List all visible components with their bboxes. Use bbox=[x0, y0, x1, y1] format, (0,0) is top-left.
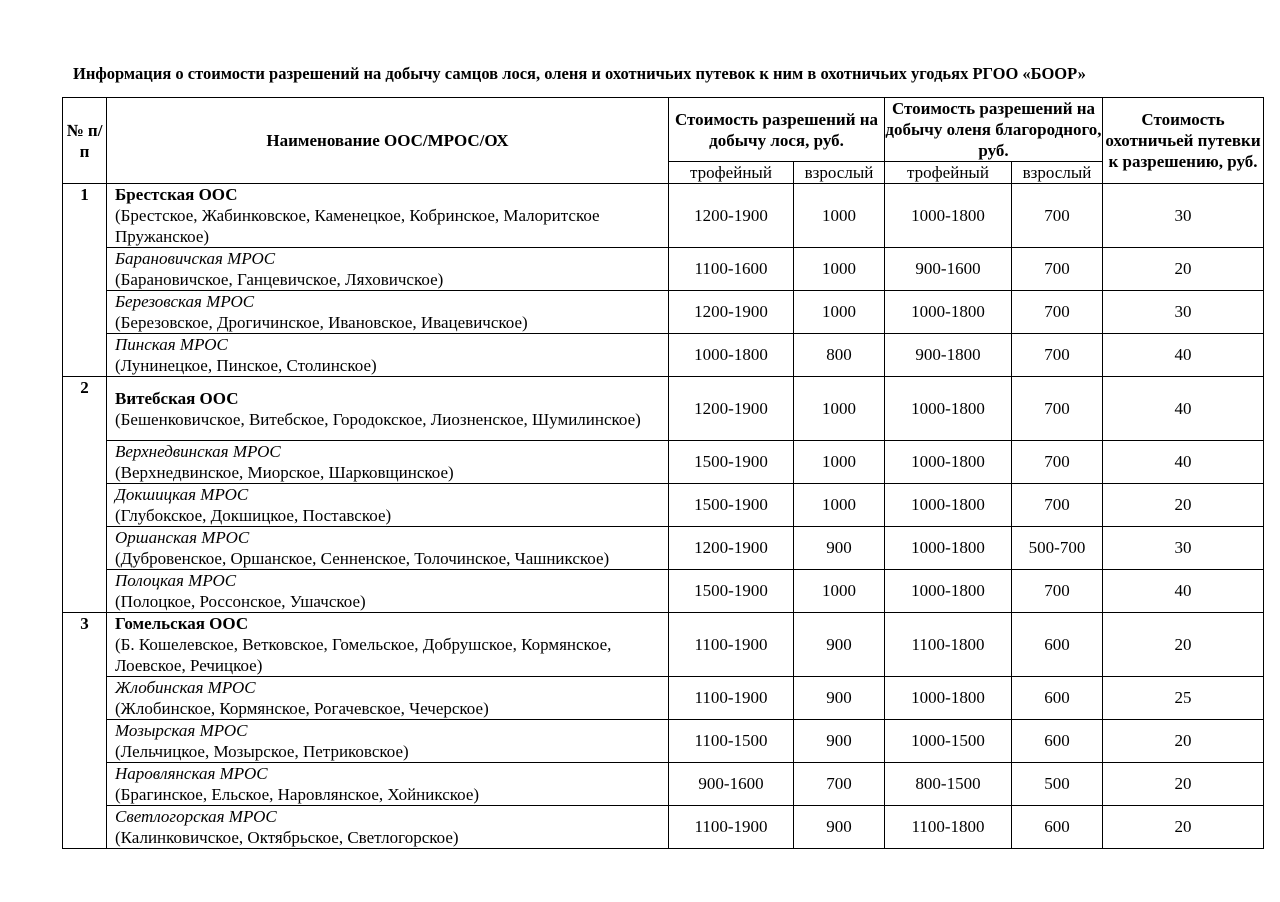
deer-adult-price: 600 bbox=[1012, 613, 1103, 677]
deer-trophy-price: 1000-1800 bbox=[885, 570, 1012, 613]
region-name: Березовская МРОС bbox=[115, 292, 255, 311]
moose-adult-price: 1000 bbox=[794, 184, 885, 248]
deer-trophy-price: 1100-1800 bbox=[885, 613, 1012, 677]
table-row bbox=[63, 613, 1264, 677]
region-name: Мозырская МРОС bbox=[115, 721, 248, 740]
voucher-price: 20 bbox=[1103, 248, 1264, 291]
region-cell bbox=[107, 763, 669, 806]
header-deer-trophy: трофейный bbox=[885, 162, 1012, 184]
row-number: 3 bbox=[63, 613, 107, 849]
region-cell bbox=[107, 484, 669, 527]
region-areas: (Брагинское, Ельское, Наровлянское, Хойникское) bbox=[115, 785, 480, 804]
price-table bbox=[62, 97, 1264, 849]
deer-adult-price: 700 bbox=[1012, 441, 1103, 484]
voucher-price: 20 bbox=[1103, 720, 1264, 763]
table-row bbox=[63, 527, 1264, 570]
row-number: 1 bbox=[63, 184, 107, 377]
region-name: Барановичская МРОС bbox=[115, 249, 276, 268]
header-deer-adult: взрослый bbox=[1012, 162, 1103, 184]
region-areas: (Жлобинское, Кормянское, Рогачевское, Чечерское) bbox=[115, 699, 489, 718]
moose-adult-price: 900 bbox=[794, 677, 885, 720]
region-areas: (Глубокское, Докшицкое, Поставское) bbox=[115, 506, 392, 525]
region-cell bbox=[107, 441, 669, 484]
moose-trophy-price: 1200-1900 bbox=[669, 527, 794, 570]
moose-adult-price: 1000 bbox=[794, 248, 885, 291]
deer-trophy-price: 900-1600 bbox=[885, 248, 1012, 291]
deer-trophy-price: 1000-1800 bbox=[885, 184, 1012, 248]
region-cell bbox=[107, 334, 669, 377]
table-row bbox=[63, 677, 1264, 720]
moose-trophy-price: 1000-1800 bbox=[669, 334, 794, 377]
region-cell bbox=[107, 613, 669, 677]
region-cell bbox=[107, 677, 669, 720]
table-row bbox=[63, 484, 1264, 527]
region-areas: (Бешенковичское, Витебское, Городокское, Лиозненское, Шумилинское) bbox=[115, 409, 641, 429]
header-num: № п/п bbox=[63, 98, 107, 184]
voucher-price: 40 bbox=[1103, 334, 1264, 377]
voucher-price: 30 bbox=[1103, 291, 1264, 334]
deer-adult-price: 700 bbox=[1012, 377, 1103, 441]
deer-trophy-price: 1000-1800 bbox=[885, 291, 1012, 334]
moose-trophy-price: 1500-1900 bbox=[669, 484, 794, 527]
voucher-price: 20 bbox=[1103, 763, 1264, 806]
region-areas: (Березовское, Дрогичинское, Ивановское, Ивацевичское) bbox=[115, 313, 528, 332]
table-row bbox=[63, 570, 1264, 613]
row-number: 2 bbox=[63, 377, 107, 613]
region-name: Светлогорская МРОС bbox=[115, 807, 277, 826]
deer-trophy-price: 1100-1800 bbox=[885, 806, 1012, 849]
deer-adult-price: 600 bbox=[1012, 720, 1103, 763]
voucher-price: 20 bbox=[1103, 806, 1264, 849]
moose-adult-price: 900 bbox=[794, 806, 885, 849]
moose-trophy-price: 1200-1900 bbox=[669, 291, 794, 334]
region-areas: (Лунинецкое, Пинское, Столинское) bbox=[115, 356, 377, 375]
table-row bbox=[63, 291, 1264, 334]
region-areas: (Полоцкое, Россонское, Ушачское) bbox=[115, 592, 366, 611]
table-row bbox=[63, 763, 1264, 806]
deer-trophy-price: 1000-1800 bbox=[885, 484, 1012, 527]
voucher-price: 20 bbox=[1103, 484, 1264, 527]
voucher-price: 30 bbox=[1103, 184, 1264, 248]
region-areas: (Б. Кошелевское, Ветковское, Гомельское, Добрушское, Кормянское, Лоевское, Речицкое) bbox=[115, 635, 612, 675]
moose-adult-price: 1000 bbox=[794, 377, 885, 441]
header-voucher: Стоимость охотничьей путевки к разрешению, руб. bbox=[1103, 98, 1264, 184]
region-name: Полоцкая МРОС bbox=[115, 571, 237, 590]
moose-adult-price: 900 bbox=[794, 720, 885, 763]
region-areas: (Барановичское, Ганцевичское, Ляховичское) bbox=[115, 270, 444, 289]
region-name: Наровлянская МРОС bbox=[115, 764, 268, 783]
deer-adult-price: 500 bbox=[1012, 763, 1103, 806]
deer-adult-price: 600 bbox=[1012, 806, 1103, 849]
deer-adult-price: 700 bbox=[1012, 334, 1103, 377]
region-cell bbox=[107, 806, 669, 849]
moose-adult-price: 1000 bbox=[794, 291, 885, 334]
deer-adult-price: 500-700 bbox=[1012, 527, 1103, 570]
region-cell bbox=[107, 248, 669, 291]
region-cell bbox=[107, 720, 669, 763]
deer-adult-price: 700 bbox=[1012, 291, 1103, 334]
moose-trophy-price: 1100-1600 bbox=[669, 248, 794, 291]
region-areas: (Лельчицкое, Мозырское, Петриковское) bbox=[115, 742, 409, 761]
moose-trophy-price: 1500-1900 bbox=[669, 570, 794, 613]
moose-adult-price: 1000 bbox=[794, 441, 885, 484]
deer-trophy-price: 1000-1800 bbox=[885, 441, 1012, 484]
moose-adult-price: 900 bbox=[794, 527, 885, 570]
moose-adult-price: 800 bbox=[794, 334, 885, 377]
voucher-price: 40 bbox=[1103, 570, 1264, 613]
region-cell bbox=[107, 377, 669, 441]
moose-adult-price: 700 bbox=[794, 763, 885, 806]
deer-adult-price: 700 bbox=[1012, 248, 1103, 291]
moose-trophy-price: 1200-1900 bbox=[669, 184, 794, 248]
voucher-price: 30 bbox=[1103, 527, 1264, 570]
page-title: Информация о стоимости разрешений на добычу самцов лося, оленя и охотничьих путевок к ним в охотничьих угодьях РГОО «БООР» bbox=[73, 64, 1086, 83]
voucher-price: 25 bbox=[1103, 677, 1264, 720]
header-deer: Стоимость разрешений на добычу оленя благородного, руб. bbox=[885, 99, 1102, 160]
region-areas: (Калинковичское, Октябрьское, Светлогорское) bbox=[115, 828, 459, 847]
region-name: Витебская ООС bbox=[115, 388, 239, 408]
deer-trophy-price: 900-1800 bbox=[885, 334, 1012, 377]
header-moose: Стоимость разрешений на добычу лося, руб. bbox=[669, 98, 885, 162]
region-name: Пинская МРОС bbox=[115, 335, 228, 354]
moose-trophy-price: 1100-1900 bbox=[669, 806, 794, 849]
moose-trophy-price: 1100-1900 bbox=[669, 613, 794, 677]
deer-adult-price: 700 bbox=[1012, 570, 1103, 613]
moose-adult-price: 1000 bbox=[794, 484, 885, 527]
moose-trophy-price: 1100-1900 bbox=[669, 677, 794, 720]
deer-trophy-price: 1000-1800 bbox=[885, 377, 1012, 441]
region-name: Верхнедвинская МРОС bbox=[115, 442, 281, 461]
header-moose-adult: взрослый bbox=[794, 162, 885, 184]
moose-trophy-price: 1200-1900 bbox=[669, 377, 794, 441]
deer-adult-price: 600 bbox=[1012, 677, 1103, 720]
table-row bbox=[63, 248, 1264, 291]
region-name: Оршанская МРОС bbox=[115, 528, 250, 547]
table-row bbox=[63, 334, 1264, 377]
voucher-price: 40 bbox=[1103, 441, 1264, 484]
deer-trophy-price: 1000-1500 bbox=[885, 720, 1012, 763]
region-cell bbox=[107, 184, 669, 248]
deer-adult-price: 700 bbox=[1012, 484, 1103, 527]
header-moose-trophy: трофейный bbox=[669, 162, 794, 184]
table-row bbox=[63, 377, 1264, 441]
deer-adult-price: 700 bbox=[1012, 184, 1103, 248]
header-name: Наименование ООС/МРОС/ОХ bbox=[107, 98, 669, 184]
moose-adult-price: 900 bbox=[794, 613, 885, 677]
deer-trophy-price: 1000-1800 bbox=[885, 527, 1012, 570]
region-cell bbox=[107, 291, 669, 334]
table-row bbox=[63, 441, 1264, 484]
voucher-price: 40 bbox=[1103, 377, 1264, 441]
moose-adult-price: 1000 bbox=[794, 570, 885, 613]
region-name: Гомельская ООС bbox=[115, 614, 249, 633]
region-cell bbox=[107, 527, 669, 570]
region-areas: (Верхнедвинское, Миорское, Шарковщинское) bbox=[115, 463, 454, 482]
voucher-price: 20 bbox=[1103, 613, 1264, 677]
region-name: Жлобинская МРОС bbox=[115, 678, 256, 697]
moose-trophy-price: 1100-1500 bbox=[669, 720, 794, 763]
deer-trophy-price: 800-1500 bbox=[885, 763, 1012, 806]
region-name: Брестская ООС bbox=[115, 185, 238, 204]
region-areas: (Дубровенское, Оршанское, Сенненское, Толочинское, Чашникское) bbox=[115, 549, 610, 568]
moose-trophy-price: 900-1600 bbox=[669, 763, 794, 806]
region-name: Докшицкая МРОС bbox=[115, 485, 249, 504]
deer-trophy-price: 1000-1800 bbox=[885, 677, 1012, 720]
table-row bbox=[63, 806, 1264, 849]
table-row bbox=[63, 720, 1264, 763]
moose-trophy-price: 1500-1900 bbox=[669, 441, 794, 484]
table-row bbox=[63, 184, 1264, 248]
region-areas: (Брестское, Жабинковское, Каменецкое, Кобринское, Малоритское Пружанское) bbox=[115, 206, 600, 246]
region-cell bbox=[107, 570, 669, 613]
